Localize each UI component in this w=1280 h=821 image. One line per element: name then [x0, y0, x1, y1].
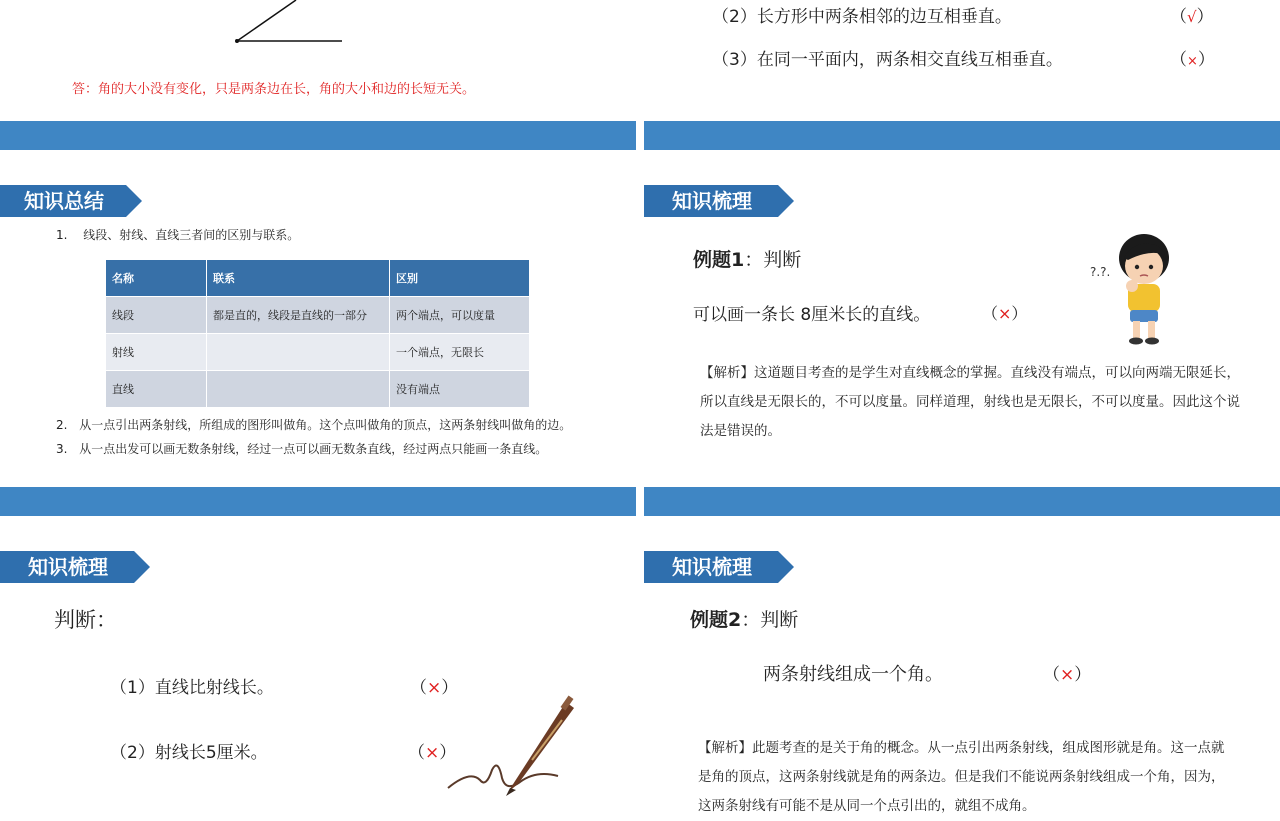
table-cell: 一个端点，无限长 [390, 334, 530, 371]
section-tag: 知识总结 [0, 185, 142, 217]
point-number: 2. [56, 418, 68, 432]
table-cell: 两个端点，可以度量 [390, 297, 530, 334]
section-tag: 知识梳理 [0, 551, 150, 583]
example-answer-mark [1043, 660, 1091, 685]
paren-open: （ [1170, 7, 1187, 27]
paren-open: （ [982, 304, 999, 323]
cross-mark: × [1187, 54, 1198, 69]
example-number: 例题2 [690, 609, 742, 631]
example-number: 例题1 [693, 249, 745, 271]
paren-close: ） [441, 678, 459, 698]
cross-mark: × [1060, 665, 1075, 685]
section-tag: 知识梳理 [644, 551, 794, 583]
table-cell: 没有端点 [390, 371, 530, 408]
table-cell: 直线 [106, 371, 207, 408]
angle-diagram [230, 0, 350, 48]
table-row [106, 371, 530, 408]
judge-item-1-mark [410, 673, 458, 698]
table-cell [207, 371, 390, 408]
table-row [106, 297, 530, 334]
paren-open: （ [1170, 50, 1187, 70]
slide-header-band [0, 121, 636, 150]
paren-close: ） [1011, 304, 1028, 323]
table-header-row [106, 260, 530, 297]
paren-close: ） [1196, 7, 1214, 27]
table-row [106, 334, 530, 371]
table-header: 联系 [207, 260, 390, 297]
judge-item-3-mark [1170, 45, 1215, 70]
section-tag: 知识梳理 [644, 185, 794, 217]
judge-title: 判断： [54, 608, 117, 632]
example-statement: 两条射线组成一个角。 [763, 664, 943, 685]
cross-mark: × [427, 678, 442, 698]
judge-item-2-mark [1170, 2, 1214, 27]
slide-header-band [0, 487, 636, 516]
example-analysis: 【解析】此题考查的是关于角的概念。从一点引出两条射线，组成图形就是角。这一点就是角的顶点，这两条射线就是角的两条边。但是我们不能说两条射线组成一个角，因为，这两条射线有可能不是从同一个点引出的，就组不成角。 [698, 740, 1225, 814]
thinking-marks: ?.?. [1090, 265, 1111, 279]
table-cell [207, 334, 390, 371]
summary-point-3 [56, 440, 547, 457]
judge-item-1: （1）直线比射线长。 [110, 678, 274, 698]
thinking-boy-illustration [1088, 228, 1178, 348]
judge-item-2: （2）射线长5厘米。 [110, 743, 268, 763]
example-instruction: ：判断 [744, 249, 802, 271]
paren-open: （ [408, 743, 425, 763]
table-header: 区别 [390, 260, 530, 297]
table-cell: 射线 [106, 334, 207, 371]
example-title [690, 605, 798, 632]
paren-close: ） [439, 743, 457, 763]
cross-mark: × [998, 304, 1012, 323]
cross-mark: × [425, 743, 440, 763]
answer-text: 答：角的大小没有变化，只是两条边在长，角的大小和边的长短无关。 [72, 82, 476, 97]
paren-close: ） [1074, 665, 1092, 685]
slide-header-band [644, 487, 1280, 516]
point-text: 线段、射线、直线三者间的区别与联系。 [83, 228, 300, 242]
paren-open: （ [1043, 665, 1060, 685]
example-statement: 可以画一条长 8厘米长的直线。 [693, 305, 931, 325]
table-header: 名称 [106, 260, 207, 297]
example-instruction: ：判断 [741, 609, 799, 631]
table-cell: 都是直的，线段是直线的一部分 [207, 297, 390, 334]
point-text: 从一点出发可以画无数条射线，经过一点可以画无数条直线，经过两点只能画一条直线。 [79, 442, 548, 456]
check-mark: √ [1187, 8, 1197, 26]
table-cell: 线段 [106, 297, 207, 334]
example-analysis: 【解析】这道题目考查的是学生对直线概念的掌握。直线没有端点，可以向两端无限延长，所以直线是无限长的，不可以度量。同样道理，射线也是无限长，不可以度量。因此这个说法是错误的。 [700, 365, 1240, 439]
slide-header-band [644, 121, 1280, 150]
summary-point-1 [56, 226, 299, 243]
comparison-table [106, 260, 530, 407]
paren-open: （ [410, 678, 427, 698]
point-number: 1. [56, 228, 68, 242]
paren-close: ） [1197, 50, 1215, 70]
summary-point-2 [56, 416, 571, 433]
point-number: 3. [56, 442, 68, 456]
judge-item-3: （3）在同一平面内，两条相交直线互相垂直。 [712, 50, 1063, 70]
example-answer-mark [982, 301, 1027, 324]
judge-item-2: （2）长方形中两条相邻的边互相垂直。 [712, 7, 1012, 27]
pen-illustration [440, 700, 590, 800]
point-text: 从一点引出两条射线，所组成的图形叫做角。这个点叫做角的顶点，这两条射线叫做角的边。 [79, 418, 572, 432]
example-title [693, 245, 801, 272]
